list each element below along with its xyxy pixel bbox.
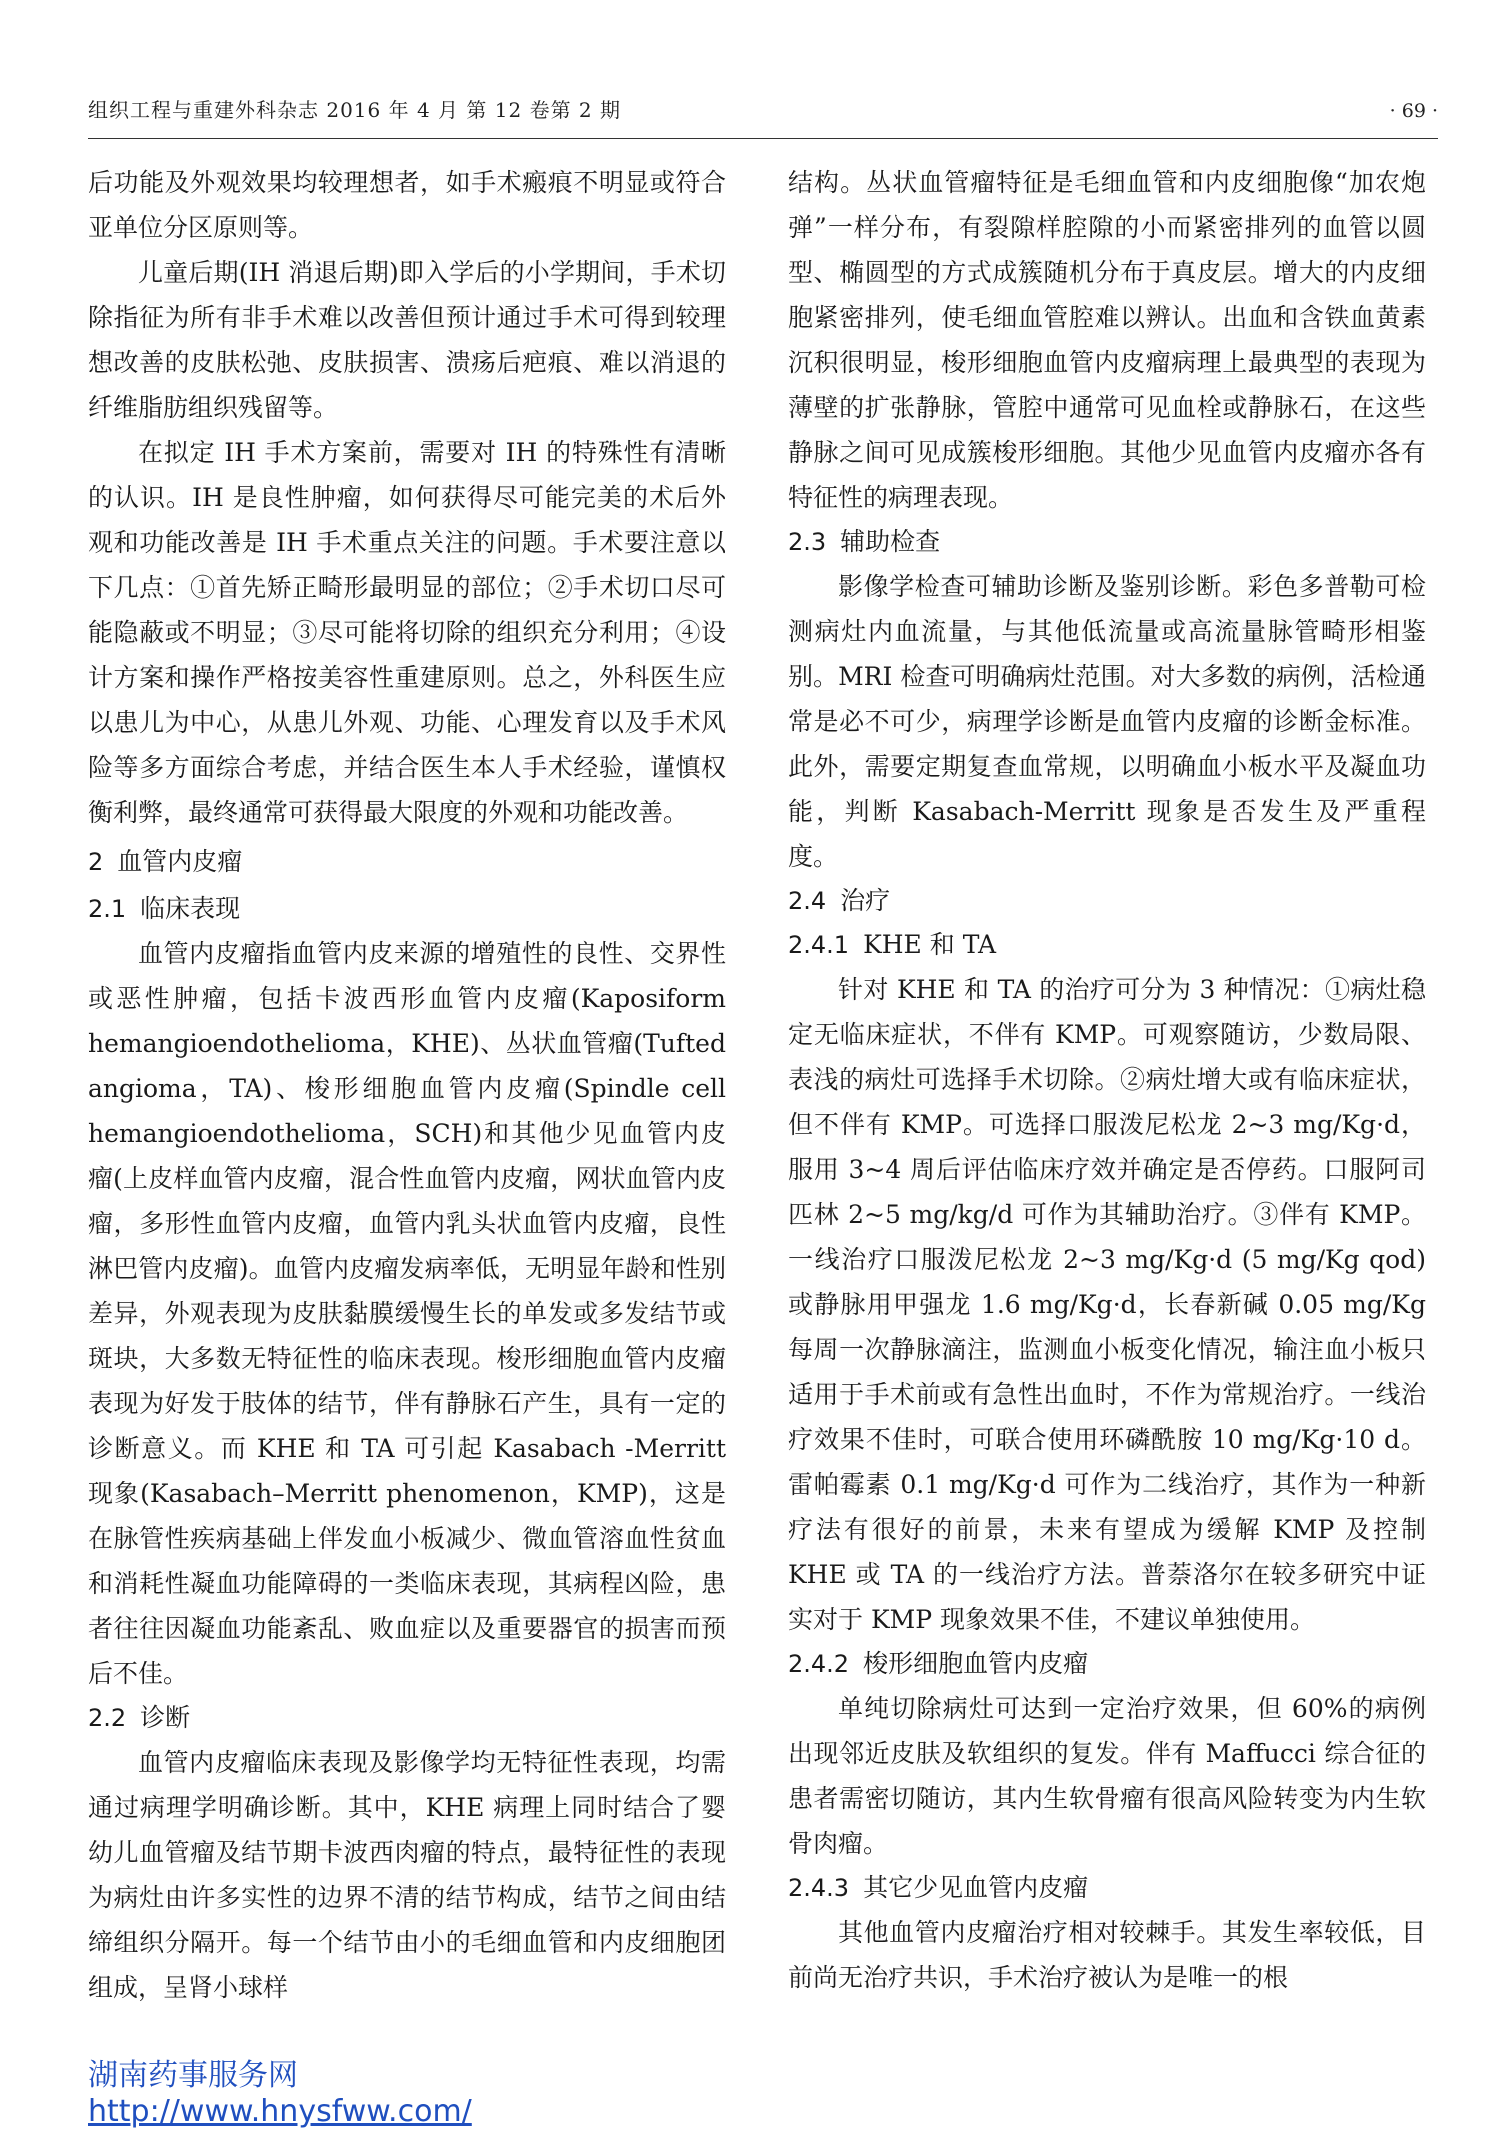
section-title: 临床表现 — [140, 894, 241, 923]
right-column — [788, 160, 1426, 2000]
section-number: 2.1 — [88, 895, 127, 923]
watermark-url[interactable]: http://www.hnysfww.com/ — [88, 2094, 472, 2129]
section-number: 2.3 — [788, 528, 827, 556]
subsection-heading — [788, 879, 1426, 923]
page-number: · 69 · — [1389, 100, 1438, 122]
paragraph: 血管内皮瘤指血管内皮来源的增殖性的良性、交界性或恶性肿瘤，包括卡波西形血管内皮瘤(Kaposiform hemangioendothelioma，KHE)、丛状血管瘤(Tufted angioma，TA)、梭形细胞血管内皮瘤(Spindle cell hemangioendothelioma，SCH)和其他少见血管内皮瘤(上皮样血管内皮瘤，混合性血管内皮瘤，网状血管内皮瘤，多形性血管内皮瘤，血管内乳头状血管内皮瘤，良性淋巴管内皮瘤)。血管内皮瘤发病率低，无明显年龄和性别差异，外观表现为皮肤黏膜缓慢生长的单发或多发结节或斑块，大多数无特征性的临床表现。梭形细胞血管内皮瘤表现为好发于肢体的结节，伴有静脉石产生，具有一定的诊断意义。而 KHE 和 TA 可引起 Kasabach -Merritt 现象(Kasabach–Merritt phenomenon，KMP)，这是在脉管性疾病基础上伴发血小板减少、微血管溶血性贫血和消耗性凝血功能障碍的一类临床表现，其病程凶险，患者往往因凝血功能紊乱、败血症以及重要器官的损害而预后不佳。 — [88, 939, 726, 1688]
paragraph: 血管内皮瘤临床表现及影像学均无特征性表现，均需通过病理学明确诊断。其中，KHE 病理上同时结合了婴幼儿血管瘤及结节期卡波西肉瘤的特点，最特征性的表现为病灶由许多实性的边界不清的结节构成，结节之间由结缔组织分隔开。每一个结节由小的毛细血管和内皮细胞团组成，呈肾小球样 — [88, 1748, 726, 2002]
paragraph: 结构。丛状血管瘤特征是毛细血管和内皮细胞像“加农炮弹”一样分布，有裂隙样腔隙的小而紧密排列的血管以圆型、椭圆型的方式成簇随机分布于真皮层。增大的内皮细胞紧密排列，使毛细血管腔难以辨认。出血和含铁血黄素沉积很明显，梭形细胞血管内皮瘤病理上最典型的表现为薄壁的扩张静脉，管腔中通常可见血栓或静脉石，在这些静脉之间可见成簇梭形细胞。其他少见血管内皮瘤亦各有特征性的病理表现。 — [788, 168, 1426, 512]
subsection-heading — [88, 1696, 726, 1740]
header-divider — [88, 138, 1438, 139]
left-column — [88, 160, 726, 2010]
paragraph: 后功能及外观效果均较理想者，如手术瘢痕不明显或符合亚单位分区原则等。 — [88, 168, 726, 242]
subsection-heading — [88, 887, 726, 931]
section-number: 2.4.3 — [788, 1874, 850, 1902]
section-title: 治疗 — [840, 886, 891, 915]
section-number: 2.2 — [88, 1704, 127, 1732]
section-number: 2 — [88, 848, 104, 876]
paragraph: 单纯切除病灶可达到一定治疗效果，但 60%的病例出现邻近皮肤及软组织的复发。伴有 Maffucci 综合征的患者需密切随访，其内生软骨瘤有很高风险转变为内生软骨肉瘤。 — [788, 1694, 1426, 1858]
section-title: 其它少见血管内皮瘤 — [863, 1873, 1089, 1902]
running-header — [88, 88, 1438, 122]
paragraph: 影像学检查可辅助诊断及鉴别诊断。彩色多普勒可检测病灶内血流量，与其他低流量或高流量脉管畸形相鉴别。MRI 检查可明确病灶范围。对大多数的病例，活检通常是必不可少，病理学诊断是血管内皮瘤的诊断金标准。此外，需要定期复查血常规，以明确血小板水平及凝血功能，判断 Kasabach-Merritt 现象是否发生及严重程度。 — [788, 572, 1426, 871]
journal-info: 组织工程与重建外科杂志 2016 年 4 月 第 12 卷第 2 期 — [88, 98, 622, 122]
paragraph: 其他血管内皮瘤治疗相对较棘手。其发生率较低，目前尚无治疗共识，手术治疗被认为是唯一的根 — [788, 1918, 1426, 1992]
section-heading — [88, 839, 726, 885]
section-title: KHE 和 TA — [863, 930, 997, 959]
subsection-heading — [788, 520, 1426, 564]
section-title: 梭形细胞血管内皮瘤 — [863, 1649, 1089, 1678]
section-title: 血管内皮瘤 — [117, 847, 243, 876]
section-title: 辅助检查 — [840, 527, 941, 556]
section-title: 诊断 — [140, 1703, 191, 1732]
subsection-heading — [788, 1642, 1426, 1686]
section-number: 2.4.2 — [788, 1650, 850, 1678]
section-number: 2.4 — [788, 887, 827, 915]
watermark-title: 湖南药事服务网 — [88, 2058, 298, 2093]
subsection-heading — [788, 1866, 1426, 1910]
paragraph: 在拟定 IH 手术方案前，需要对 IH 的特殊性有清晰的认识。IH 是良性肿瘤，如何获得尽可能完美的术后外观和功能改善是 IH 手术重点关注的问题。手术要注意以下几点：①首先矫正畸形最明显的部位；②手术切口尽可能隐蔽或不明显；③尽可能将切除的组织充分利用；④设计方案和操作严格按美容性重建原则。总之，外科医生应以患儿为中心，从患儿外观、功能、心理发育以及手术风险等多方面综合考虑，并结合医生本人手术经验，谨慎权衡利弊，最终通常可获得最大限度的外观和功能改善。 — [88, 438, 726, 827]
paragraph: 针对 KHE 和 TA 的治疗可分为 3 种情况：①病灶稳定无临床症状，不伴有 KMP。可观察随访，少数局限、表浅的病灶可选择手术切除。②病灶增大或有临床症状，但不伴有 KMP。可选择口服泼尼松龙 2~3 mg/Kg·d，服用 3~4 周后评估临床疗效并确定是否停药。口服阿司匹林 2~5 mg/kg/d 可作为其辅助治疗。③伴有 KMP。一线治疗口服泼尼松龙 2~3 mg/Kg·d (5 mg/Kg qod)或静脉用甲强龙 1.6 mg/Kg·d，长春新碱 0.05 mg/Kg 每周一次静脉滴注，监测血小板变化情况，输注血小板只适用于手术前或有急性出血时，不作为常规治疗。一线治疗效果不佳时，可联合使用环磷酰胺 10 mg/Kg·10 d。雷帕霉素 0.1 mg/Kg·d 可作为二线治疗，其作为一种新疗法有很好的前景，未来有望成为缓解 KMP 及控制 KHE 或 TA 的一线治疗方法。普萘洛尔在较多研究中证实对于 KMP 现象效果不佳，不建议单独使用。 — [788, 975, 1426, 1634]
subsection-heading — [788, 923, 1426, 967]
paragraph: 儿童后期(IH 消退后期)即入学后的小学期间，手术切除指征为所有非手术难以改善但预计通过手术可得到较理想改善的皮肤松弛、皮肤损害、溃疡后疤痕、难以消退的纤维脂肪组织残留等。 — [88, 258, 726, 422]
section-number: 2.4.1 — [788, 931, 850, 959]
